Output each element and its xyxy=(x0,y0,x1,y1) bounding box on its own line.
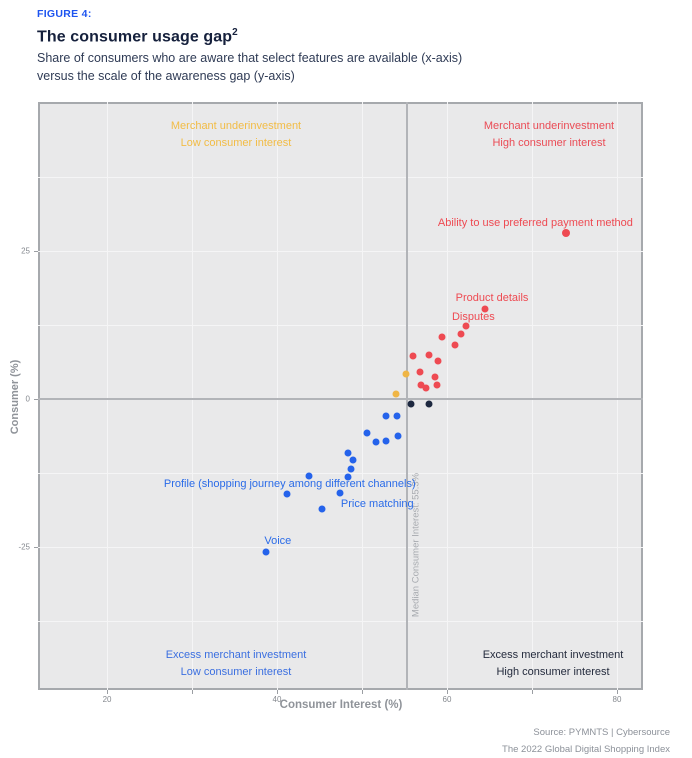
data-point xyxy=(410,352,417,359)
y-tick-mark xyxy=(34,251,38,252)
data-point xyxy=(373,439,380,446)
x-tick-mark xyxy=(107,690,108,694)
x-tick-mark xyxy=(192,690,193,694)
data-point xyxy=(393,412,400,419)
quadrant-label-line: High consumer interest xyxy=(496,666,610,678)
data-point xyxy=(451,342,458,349)
data-point xyxy=(336,490,343,497)
data-point xyxy=(319,505,326,512)
subtitle-line-2: versus the scale of the awareness gap (y-axis) xyxy=(37,68,295,83)
data-point xyxy=(562,229,570,237)
x-tick-mark xyxy=(617,690,618,694)
data-point xyxy=(393,391,400,398)
y-gridline xyxy=(38,325,643,326)
y-tick-mark xyxy=(34,399,38,400)
data-point xyxy=(403,371,410,378)
x-tick-label: 20 xyxy=(102,695,112,704)
data-point xyxy=(426,400,433,407)
y-gridline xyxy=(38,547,643,548)
plot-background xyxy=(38,102,643,690)
y-tick-label: 0 xyxy=(25,394,30,404)
data-point xyxy=(458,330,465,337)
x-axis-title: Consumer Interest (%) xyxy=(279,699,403,711)
data-point xyxy=(349,457,356,464)
data-point xyxy=(382,412,389,419)
median-line-label: Median Consumer Interest: 55.3% xyxy=(410,472,422,618)
chart-title-text: The consumer usage gap xyxy=(37,28,233,46)
x-tick-label: 80 xyxy=(612,695,622,704)
quadrant-label-line: Merchant underinvestment xyxy=(170,120,302,132)
point-label: Disputes xyxy=(451,310,495,323)
y-tick-label: 25 xyxy=(21,246,30,256)
y-tick-label: -25 xyxy=(18,542,30,552)
x-tick-mark xyxy=(532,690,533,694)
data-point xyxy=(262,548,269,555)
point-label: Voice xyxy=(264,534,292,547)
x-gridline xyxy=(532,102,533,690)
data-point xyxy=(394,432,401,439)
quadrant-label-bottom-right xyxy=(483,647,624,681)
x-gridline xyxy=(447,102,448,690)
chart-title-footnote-marker: 2 xyxy=(232,27,238,38)
y-axis-title: Consumer (%) xyxy=(9,359,21,435)
index-line: The 2022 Global Digital Shopping Index xyxy=(502,743,670,755)
data-point xyxy=(345,449,352,456)
x-tick-mark xyxy=(277,690,278,694)
x-gridline xyxy=(107,102,108,690)
source-footer xyxy=(502,725,670,758)
data-point xyxy=(433,381,440,388)
point-label: Product details xyxy=(455,291,529,304)
x-gridline xyxy=(192,102,193,690)
data-point xyxy=(422,385,429,392)
figure-number-label: FIGURE 4: xyxy=(37,8,92,20)
quadrant-label-line: Excess merchant investment xyxy=(482,649,624,661)
quadrant-label-top-right xyxy=(484,118,614,152)
x-gridline xyxy=(277,102,278,690)
point-label: Profile (shopping journey among different channels) xyxy=(163,477,416,490)
data-point xyxy=(408,400,415,407)
y-gridline xyxy=(38,473,643,474)
data-point xyxy=(426,352,433,359)
data-point xyxy=(364,429,371,436)
quadrant-label-line: Merchant underinvestment xyxy=(483,120,615,132)
y-gridline xyxy=(38,251,643,252)
zero-reference-line xyxy=(38,398,643,400)
data-point xyxy=(284,490,291,497)
data-point xyxy=(416,368,423,375)
point-label: Price matching xyxy=(340,498,414,511)
y-tick-mark xyxy=(34,547,38,548)
x-tick-mark xyxy=(362,690,363,694)
data-point xyxy=(438,333,445,340)
quadrant-label-bottom-left xyxy=(166,647,307,681)
median-consumer-interest-line xyxy=(406,102,408,690)
y-gridline xyxy=(38,621,643,622)
data-point xyxy=(347,466,354,473)
data-point xyxy=(462,323,469,330)
quadrant-label-line: High consumer interest xyxy=(492,137,606,149)
x-tick-label: 60 xyxy=(442,695,452,704)
x-tick-label: 40 xyxy=(272,695,282,704)
source-line: Source: PYMNTS | Cybersource xyxy=(533,727,670,738)
point-label: Ability to use preferred payment method xyxy=(437,216,633,229)
quadrant-label-line: Low consumer interest xyxy=(180,137,292,149)
data-point xyxy=(382,437,389,444)
x-gridline xyxy=(362,102,363,690)
data-point xyxy=(432,374,439,381)
quadrant-label-line: Excess merchant investment xyxy=(165,649,307,661)
y-gridline xyxy=(38,177,643,178)
quadrant-label-line: Low consumer interest xyxy=(180,666,292,678)
subtitle-line-1: Share of consumers who are aware that select features are available (x-axis) xyxy=(37,51,463,66)
quadrant-label-top-left xyxy=(171,118,301,152)
data-point xyxy=(434,358,441,365)
x-gridline xyxy=(617,102,618,690)
x-tick-mark xyxy=(447,690,448,694)
